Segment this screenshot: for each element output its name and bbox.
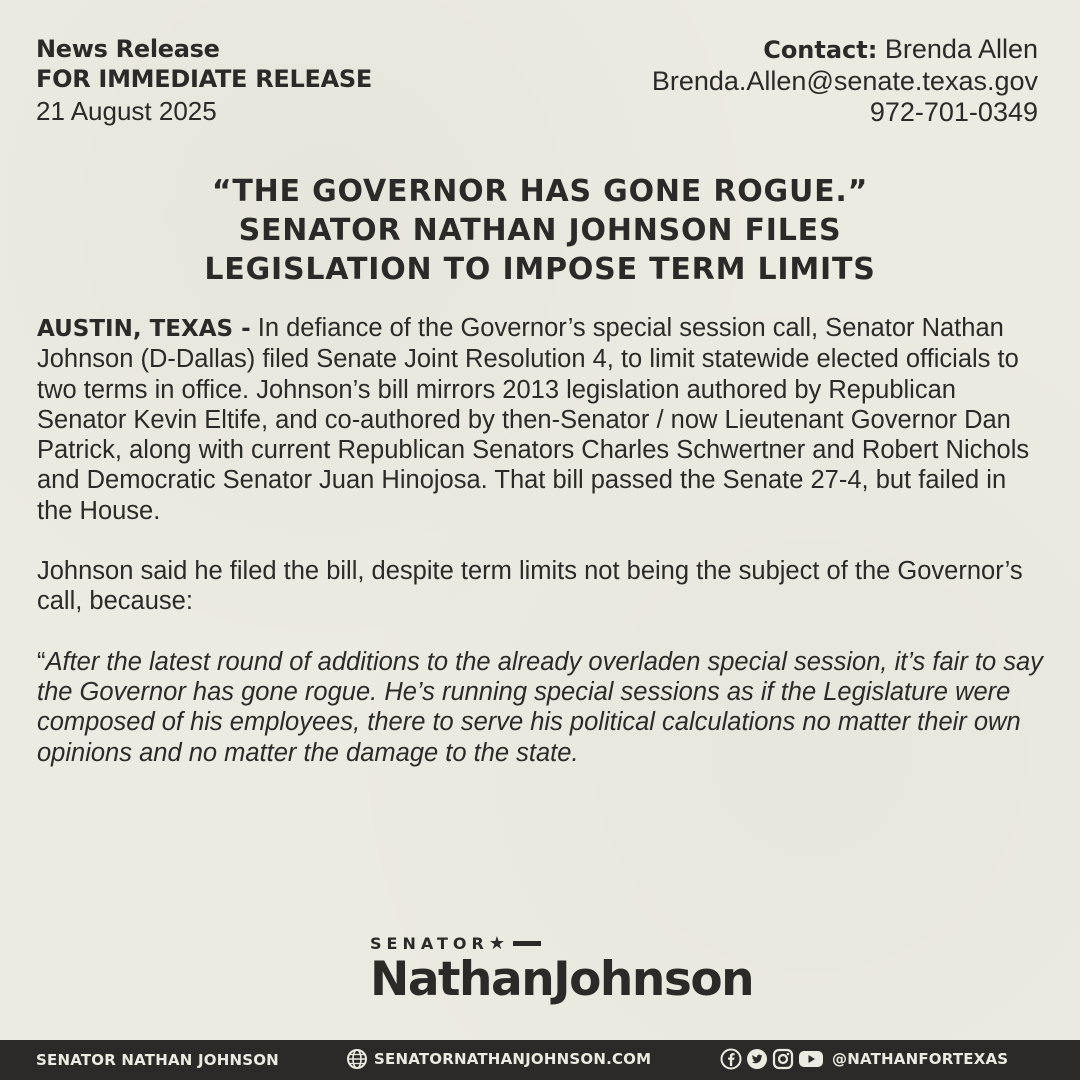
paragraph-2: Johnson said he filed the bill, despite term limits not being the subject of the Governor’s call, because: [37, 557, 1023, 616]
contact-name: Brenda Allen [884, 34, 1038, 64]
senator-logo [370, 933, 753, 1006]
logo-dash [513, 941, 541, 946]
contact-email[interactable]: Brenda.Allen@senate.texas.gov [651, 66, 1038, 96]
twitter-icon[interactable] [746, 1048, 768, 1070]
contact-label: Contact: [763, 36, 878, 64]
footer-handle[interactable]: @NATHANFORTEXAS [832, 1050, 1009, 1068]
release-label: News Release [36, 35, 220, 63]
contact-info [652, 34, 1038, 128]
paragraph-1 [37, 313, 1047, 526]
contact-line [652, 34, 1038, 66]
release-date: 21 August 2025 [36, 96, 217, 126]
footer-social [720, 1048, 1008, 1070]
footer-website-text: SENATORNATHANJOHNSON.COM [374, 1050, 652, 1068]
release-type: FOR IMMEDIATE RELEASE [36, 65, 372, 93]
quote-paragraph [37, 647, 1047, 768]
star-icon: ★ [488, 933, 505, 953]
quote-open-mark: “ [37, 647, 46, 676]
logo-name: NathanJohnson [370, 952, 754, 1007]
headline [0, 172, 1080, 289]
headline-line-1: “THE GOVERNOR HAS GONE ROGUE.” [211, 174, 869, 209]
headline-line-2: SENATOR NATHAN JOHNSON FILES [238, 213, 842, 248]
footer-website[interactable] [346, 1048, 651, 1070]
globe-icon [346, 1048, 368, 1070]
release-body [37, 313, 1047, 768]
facebook-icon[interactable] [720, 1048, 742, 1070]
footer-name: SENATOR NATHAN JOHNSON [36, 1051, 279, 1069]
headline-line-3: LEGISLATION TO IMPOSE TERM LIMITS [204, 252, 876, 287]
contact-phone[interactable]: 972-701-0349 [869, 97, 1038, 127]
instagram-icon[interactable] [772, 1048, 794, 1070]
youtube-icon[interactable] [798, 1048, 824, 1070]
dateline: AUSTIN, TEXAS - [37, 316, 251, 342]
paragraph-1-text: In defiance of the Governor’s special session call, Senator Nathan Johnson (D-Dallas) filed Senate Joint Resolution 4, to limit statewide elected officials to two terms in office. Johnson’s bill mirrors 2013 legislation authored by Republican Senator Kevin Eltife, and co-authored by then-Senator / now Lieutenant Governor Dan Patrick, along with current Republican Senators Charles Schwertner and Robert Nichols and Democratic Senator Juan Hinojosa. That bill passed the Senate 27-4, but failed in the House. [37, 314, 1030, 525]
quote-text: After the latest round of additions to the already overladen special session, it’s fair to say the Governor has gone rogue. He’s running special sessions as if the Legislature were composed of his employees, there to serve his political calculations no matter their own opinions and no matter the damage to the state. [37, 647, 1043, 767]
footer-bar [0, 1040, 1080, 1080]
logo-senator-text: SENATOR [370, 934, 489, 953]
logo-top-row [370, 933, 753, 954]
release-info [36, 34, 372, 128]
